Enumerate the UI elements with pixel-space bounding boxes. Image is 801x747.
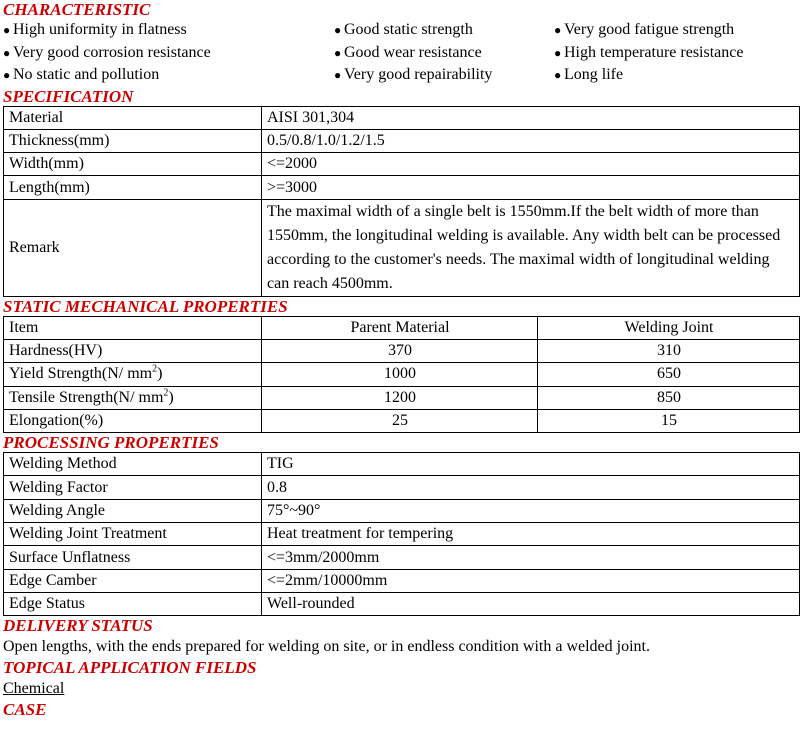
bullet-icon: ● bbox=[3, 68, 11, 82]
table-row: Welding Factor 0.8 bbox=[4, 476, 800, 499]
table-row: Edge Status Well-rounded bbox=[4, 592, 800, 615]
table-row: Yield Strength(N/ $mm^2$) 1000 650 bbox=[4, 363, 800, 386]
bullet-icon: ● bbox=[3, 45, 11, 60]
characteristic-item: ● Very good corrosion resistance bbox=[3, 42, 334, 65]
table-header-row: Item Parent Material Welding Joint bbox=[4, 316, 800, 339]
table-row: Welding Angle 75°~90° bbox=[4, 499, 800, 522]
applications-title: TOPICAL APPLICATION FIELDS bbox=[3, 658, 257, 678]
characteristic-list bbox=[0, 19, 801, 87]
remark-label: Remark bbox=[4, 199, 262, 296]
application-link-chemical[interactable]: Chemical bbox=[3, 680, 65, 698]
table-row: Hardness(HV) 370 310 bbox=[4, 339, 800, 362]
bullet-icon: ● bbox=[334, 68, 342, 82]
table-row: Material AISI 301,304 bbox=[4, 106, 800, 129]
bullet-icon: ● bbox=[334, 23, 342, 37]
bullet-icon: ● bbox=[3, 23, 11, 37]
processing-title: PROCESSING PROPERTIES bbox=[3, 433, 219, 453]
specification-title: SPECIFICATION bbox=[3, 86, 134, 106]
processing-table bbox=[3, 452, 800, 616]
table-row: Welding Method TIG bbox=[4, 453, 800, 476]
bullet-icon: ● bbox=[334, 45, 342, 60]
table-row: Surface Unflatness <=3mm/2000mm bbox=[4, 546, 800, 569]
characteristic-title: CHARACTERISTIC bbox=[3, 0, 151, 19]
characteristic-item: ● Long life bbox=[554, 64, 801, 87]
table-row: Width(mm) <=2000 bbox=[4, 153, 800, 176]
characteristic-item: ● Very good fatigue strength bbox=[554, 19, 801, 42]
table-row: Length(mm) >=3000 bbox=[4, 176, 800, 199]
bullet-icon: ● bbox=[554, 68, 562, 82]
table-row: Elongation(%) 25 15 bbox=[4, 409, 800, 432]
characteristic-item: ● High uniformity in flatness bbox=[3, 19, 334, 42]
delivery-text: Open lengths, with the ends prepared for welding on site, or in endless condition with a welded joint. bbox=[3, 638, 650, 656]
specification-table bbox=[3, 106, 800, 297]
delivery-title: DELIVERY STATUS bbox=[3, 616, 153, 636]
table-row: Welding Joint Treatment Heat treatment for tempering bbox=[4, 523, 800, 546]
static-mechanical-title: STATIC MECHANICAL PROPERTIES bbox=[3, 296, 288, 316]
characteristic-item: ● Very good repairability bbox=[334, 64, 554, 87]
table-row: Edge Camber <=2mm/10000mm bbox=[4, 569, 800, 592]
characteristic-item: ● No static and pollution bbox=[3, 64, 334, 87]
characteristic-item: ● Good static strength bbox=[334, 19, 554, 42]
bullet-icon: ● bbox=[554, 45, 562, 60]
case-title: CASE bbox=[3, 700, 47, 720]
characteristic-item: ● High temperature resistance bbox=[554, 42, 801, 65]
remark-text: The maximal width of a single belt is 1550mm.If the belt width of more than 1550mm, the longitudinal welding is available. Any width belt can be processed according to the customer's needs. The maximal width of longitudinal welding can reach 4500mm. bbox=[262, 199, 800, 296]
characteristic-item: ● Good wear resistance bbox=[334, 42, 554, 65]
table-row: Thickness(mm) 0.5/0.8/1.0/1.2/1.5 bbox=[4, 129, 800, 152]
static-mechanical-table bbox=[3, 316, 800, 433]
table-row bbox=[4, 199, 800, 296]
bullet-icon: ● bbox=[554, 23, 562, 37]
table-row: Tensile Strength(N/ $mm^2$) 1200 850 bbox=[4, 386, 800, 409]
